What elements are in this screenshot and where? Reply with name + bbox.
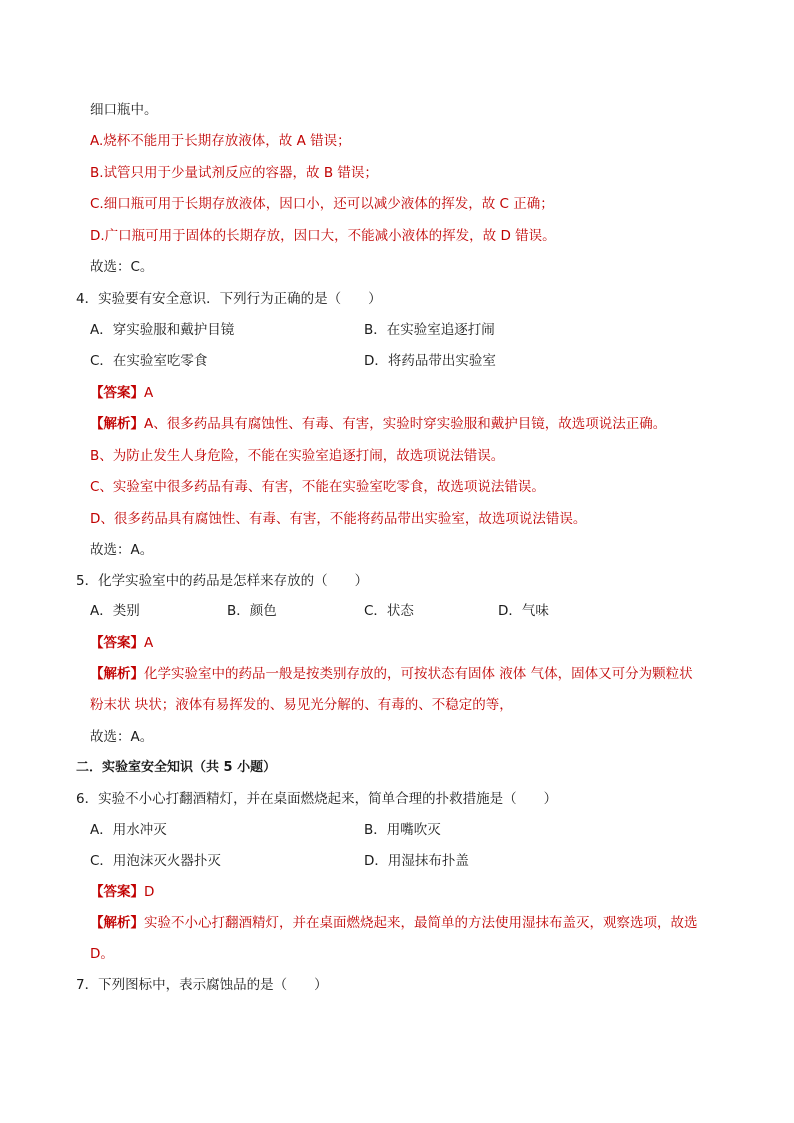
intro-exp-c: C.细口瓶可用于长期存放液体，因口小，还可以减少液体的挥发，故 C 正确； <box>90 196 554 212</box>
q4-answer <box>90 383 153 403</box>
q6-explanation-1 <box>90 913 698 933</box>
q5-question: 5．化学实验室中的药品是怎样来存放的（ ） <box>76 573 369 589</box>
q5-exp-1-text: 化学实验室中的药品一般是按类别存放的，可按状态有固体 液体 气体，固体又可分为颗粒状 <box>144 666 693 682</box>
q4-option-c: C．在实验室吃零食 <box>90 353 208 369</box>
q5-explanation-2: 粉末状 块状；液体有易挥发的、易见光分解的、有毒的、不稳定的等， <box>90 697 513 713</box>
q6-option-b: B．用嘴吹灭 <box>364 822 441 838</box>
q6-answer <box>90 882 154 902</box>
q5-answer-value: A <box>144 635 154 651</box>
q6-answer-value: D <box>144 884 155 900</box>
q4-explanation-3: C、实验室中很多药品有毒、有害，不能在实验室吃零食，故选项说法错误。 <box>90 479 545 495</box>
q4-exp-1-text: A、很多药品具有腐蚀性、有毒、有害，实验时穿实验服和戴护目镜，故选项说法正确。 <box>144 416 667 432</box>
section-title: 二．实验室安全知识（共 5 小题） <box>76 760 277 775</box>
q6-option-d: D．用湿抹布扑盖 <box>364 853 469 869</box>
q4-explanation-1 <box>90 414 666 434</box>
q6-answer-tag: 【答案】 <box>90 884 144 900</box>
q6-option-c: C．用泡沫灭火器扑灭 <box>90 853 221 869</box>
q6-explanation-2: D。 <box>90 946 114 962</box>
intro-exp-b: B.试管只用于少量试剂反应的容器，故 B 错误； <box>90 165 378 181</box>
intro-continuation: 细口瓶中。 <box>90 102 158 118</box>
q6-exp-tag: 【解析】 <box>90 915 144 931</box>
q5-option-a: A．类别 <box>90 603 140 619</box>
q5-explanation-1 <box>90 664 693 684</box>
q4-exp-tag: 【解析】 <box>90 416 144 432</box>
q5-option-b: B．颜色 <box>227 603 277 619</box>
q4-question: 4．实验要有安全意识．下列行为正确的是（ ） <box>76 291 382 307</box>
q4-explanation-4: D、很多药品具有腐蚀性、有毒、有害，不能将药品带出实验室，故选项说法错误。 <box>90 511 587 527</box>
q4-final: 故选：A。 <box>90 542 154 558</box>
q5-answer-tag: 【答案】 <box>90 635 144 651</box>
q4-option-b: B．在实验室追逐打闹 <box>364 322 495 338</box>
intro-exp-d: D.广口瓶可用于固体的长期存放，因口大，不能减小液体的挥发，故 D 错误。 <box>90 228 556 244</box>
q4-answer-tag: 【答案】 <box>90 385 144 401</box>
q6-option-a: A．用水冲灭 <box>90 822 167 838</box>
q6-question: 6．实验不小心打翻酒精灯，并在桌面燃烧起来，简单合理的扑救措施是（ ） <box>76 791 558 807</box>
q4-answer-value: A <box>144 385 154 401</box>
q4-option-d: D．将药品带出实验室 <box>364 353 496 369</box>
q5-answer <box>90 633 153 653</box>
q5-exp-tag: 【解析】 <box>90 666 144 682</box>
q4-explanation-2: B、为防止发生人身危险，不能在实验室追逐打闹，故选项说法错误。 <box>90 448 505 464</box>
intro-exp-a: A.烧杯不能用于长期存放液体，故 A 错误； <box>90 133 351 149</box>
q4-option-a: A．穿实验服和戴护目镜 <box>90 322 235 338</box>
intro-final: 故选：C。 <box>90 259 154 275</box>
q5-option-c: C．状态 <box>364 603 414 619</box>
q5-final: 故选：A。 <box>90 729 154 745</box>
q7-question: 7．下列图标中，表示腐蚀品的是（ ） <box>76 977 328 993</box>
q6-exp-1-text: 实验不小心打翻酒精灯，并在桌面燃烧起来，最简单的方法使用湿抹布盖灭，观察选项，故选 <box>144 915 698 931</box>
q5-option-d: D．气味 <box>498 603 549 619</box>
